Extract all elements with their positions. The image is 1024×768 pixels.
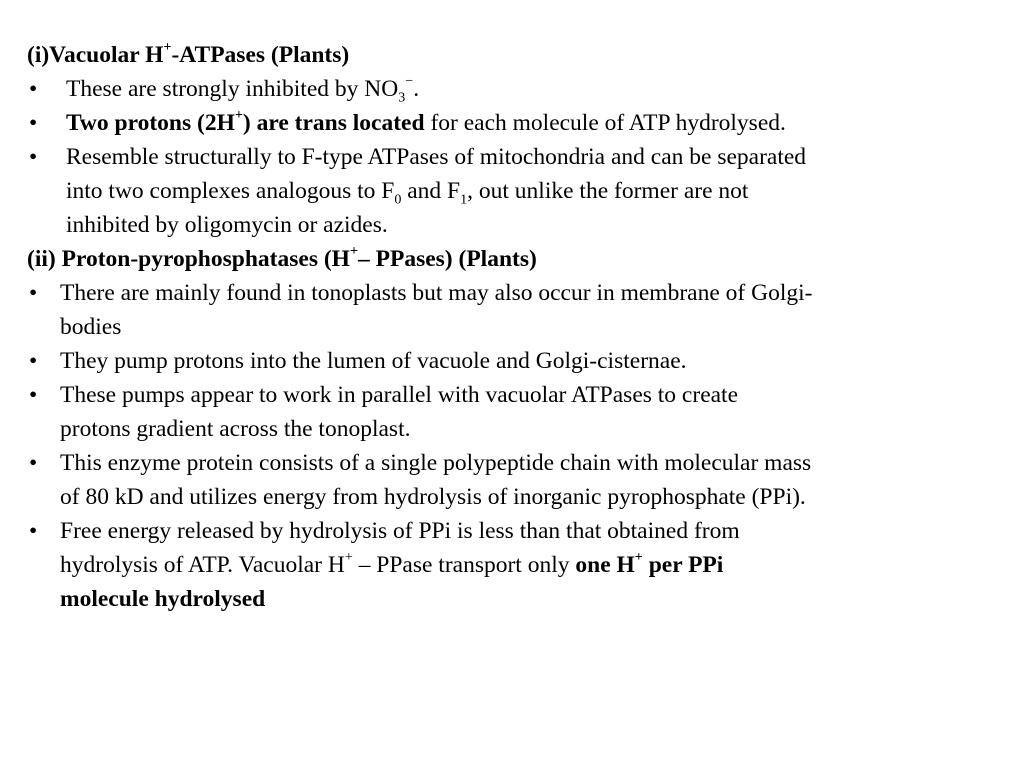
- slide-content: [0, 38, 1024, 616]
- list-item: [0, 344, 1024, 378]
- heading-text: – PPases) (Plants): [357, 246, 537, 272]
- text-line: [66, 106, 974, 140]
- bullet-icon: •: [29, 348, 38, 374]
- text-line: [60, 582, 984, 616]
- text: , out unlike the former are not: [467, 178, 749, 204]
- bullet-icon: •: [29, 450, 38, 476]
- bullet-icon: •: [29, 144, 38, 170]
- superscript: +: [344, 549, 353, 566]
- text-line: These pumps appear to work in parallel with vacuolar ATPases to create: [60, 382, 739, 408]
- bold-text: ) are trans located: [242, 110, 425, 136]
- text-line: of 80 kD and utilizes energy from hydrolysis of inorganic pyrophosphate (PPi).: [60, 484, 806, 510]
- bullet-icon: •: [29, 280, 38, 306]
- text: for each molecule of ATP hydrolysed.: [424, 110, 786, 136]
- text-line: [60, 548, 984, 582]
- text-line: bodies: [60, 314, 122, 340]
- text-line: They pump protons into the lumen of vacuole and Golgi-cisternae.: [60, 348, 687, 374]
- text-line: protons gradient across the tonoplast.: [60, 416, 411, 442]
- bold-text: one H: [575, 552, 635, 578]
- text-line: inhibited by oligomycin or azides.: [66, 212, 388, 238]
- section-heading: [0, 38, 1024, 72]
- heading-text: (ii) Proton-pyrophosphatases (H: [27, 246, 350, 272]
- list-item: [0, 514, 1024, 616]
- superscript: +: [163, 39, 172, 56]
- bullet-icon: •: [29, 76, 38, 102]
- section-proton-pyrophosphatases: [0, 242, 1024, 616]
- bold-text: Two protons (2H: [66, 110, 235, 136]
- subscript: 3: [398, 89, 406, 106]
- text: into two complexes analogous to F: [66, 178, 395, 204]
- subscript: 1: [460, 191, 468, 208]
- text-line: This enzyme protein consists of a single polypeptide chain with molecular mass: [60, 450, 812, 476]
- superscript: −: [405, 73, 414, 90]
- bullet-icon: •: [29, 382, 38, 408]
- bullet-icon: •: [29, 518, 38, 544]
- text: These are strongly inhibited by NO: [66, 76, 399, 102]
- section-heading: [0, 242, 1024, 276]
- list-item: [0, 140, 1024, 242]
- list-item: [0, 106, 1024, 140]
- heading-text: (i)Vacuolar H: [27, 42, 164, 68]
- section-vacuolar-atpases: [0, 38, 1024, 242]
- bold-text: per PPi: [642, 552, 724, 578]
- heading-text: -ATPases (Plants): [171, 42, 350, 68]
- text: .: [413, 76, 420, 102]
- superscript: +: [634, 549, 643, 566]
- text-line: [66, 174, 974, 208]
- text: and F: [401, 178, 461, 204]
- list-item: [0, 72, 1024, 106]
- list-item: [0, 378, 1024, 446]
- text-line: There are mainly found in tonoplasts but may also occur in membrane of Golgi-: [60, 280, 813, 306]
- list-item: [0, 276, 1024, 344]
- text: hydrolysis of ATP. Vacuolar H: [60, 552, 345, 578]
- text-line: Resemble structurally to F-type ATPases of mitochondria and can be separated: [66, 144, 807, 170]
- superscript: +: [234, 107, 243, 124]
- bullet-icon: •: [29, 110, 38, 136]
- superscript: +: [349, 243, 358, 260]
- text-line: [66, 72, 974, 106]
- list-item: [0, 446, 1024, 514]
- bold-text: molecule hydrolysed: [60, 586, 266, 612]
- text-line: Free energy released by hydrolysis of PPi is less than that obtained from: [60, 518, 740, 544]
- subscript: 0: [394, 191, 402, 208]
- text: – PPase transport only: [352, 552, 576, 578]
